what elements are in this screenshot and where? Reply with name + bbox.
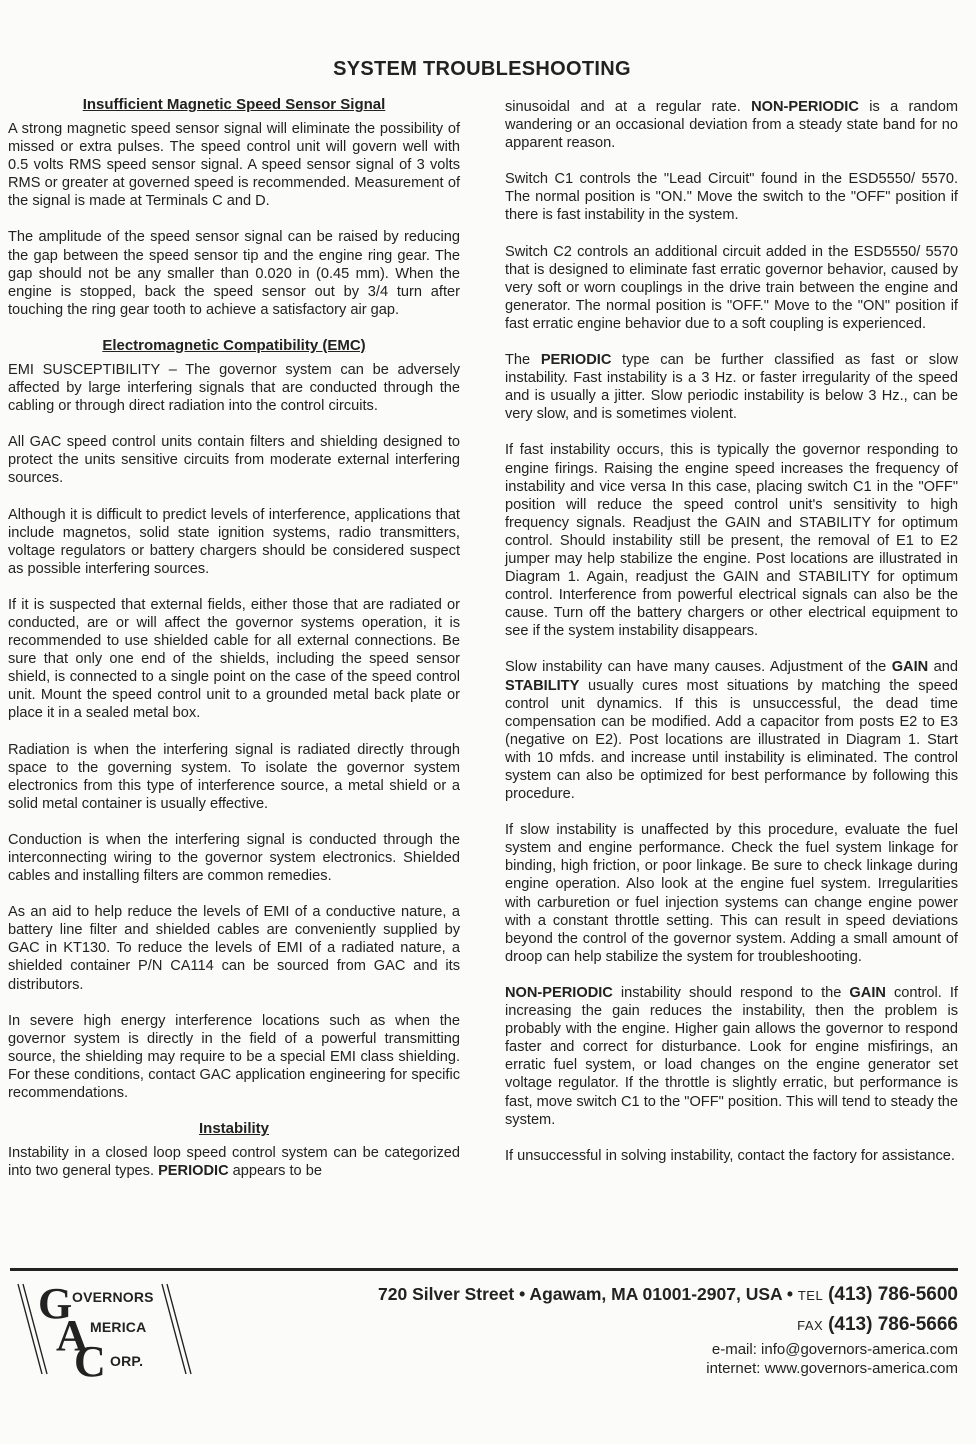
paragraph: EMI SUSCEPTIBILITY – The governor system can be adversely affected by large interfering signals that are conducted through the cabling or through direct radiation into the control circuits. [8,361,460,415]
email-line: e-mail: info@governors-america.com [711,1341,958,1358]
paragraph: All GAC speed control units contain filters and shielding designed to protect the units sensitive circuits from moderate external interfering sources. [8,434,460,487]
paragraph: A strong magnetic speed sensor signal will eliminate the possibility of missed or extra pulses. The speed control unit will govern well with 0.5 volts RMS speed sensor signal. A speed sensor signal of 3 volts RMS or greater at governed speed is recommended. Measurement of the signal is made at Terminals C and D. [8,121,460,210]
logo-word-america: MERICA [90,1319,147,1335]
website-line: internet: www.governors-america.com [706,1360,958,1377]
page-title: SYSTEM TROUBLESHOOTING [333,58,631,80]
right-column [505,98,958,1165]
paragraph: If unsuccessful in solving instability, contact the factory for assistance. [505,1147,955,1164]
address-line [378,1284,958,1306]
logo-letter-a: A [56,1311,88,1360]
paragraph: The amplitude of the speed sensor signal can be raised by reducing the gap between the speed sensor tip and the engine ring gear. The gap should not be any smaller than 0.020 in (0.45 mm). When the engine is stopped, back the speed sensor out by 3/4 turn after touching the ring gear tooth to achieve a satisfactory air gap. [8,229,460,318]
logo-letter-g: G [38,1279,73,1328]
paragraph: The PERIODIC type can be further classified as fast or slow instability. Fast instability is a 3 Hz. or faster irregularity of the speed and is usually a jitter. Slow periodic instability is below 3 Hz., can be very slow, and is sometimes violent. [505,352,958,423]
paragraph: If slow instability is unaffected by this procedure, evaluate the fuel system and engine performance. Check the fuel system linkage for binding, high friction, or poor linkage. Be sure to check linkage during engine operation. Also look at the engine fuel system. Irregularities with carburetion or fuel injection systems can change engine power with a constant throttle setting. This can result in speed deviations beyond the control of the governor system. Adding a small amount of droop can help stabilize the system for troubleshooting. [505,822,958,965]
heading-emc: Electromagnetic Compatibility (EMC) [102,336,366,354]
street-address: 720 Silver Street • Agawam, MA 01001-2907, USA • [378,1284,798,1304]
fax-line [797,1314,958,1336]
paragraph: Conduction is when the interfering signal is conducted through the interconnecting wiring to the governor system electronics. Shielded cables and installing filters are common remedies. [8,831,460,885]
footer-divider [10,1268,958,1271]
fax-number: (413) 786-5666 [828,1314,958,1335]
fax-label: FAX [797,1318,824,1333]
paragraph: In severe high energy interference locations such as when the governor system is directly in the field of a powerful transmitting source, the shielding may require to be a special EMI class shielding. For these conditions, contact GAC application engineering for specific recommendations. [8,1012,460,1102]
paragraph: If it is suspected that external fields, either those that are radiated or conducted, are or will affect the governor systems operation, it is recommended to use shielded cable for all external connections. Be sure that only one end of the shields, including the speed sensor shield, is connected to a single point on the case of the speed control unit. Mount the speed control unit to a grounded metal back plate or place it in a sealed metal box. [8,596,460,722]
paragraph: Instability in a closed loop speed control system can be categorized into two general types. PERIODIC appears to be [8,1145,460,1180]
paragraph: Switch C1 controls the "Lead Circuit" found in the ESD5550/ 5570. The normal position is "ON." Move the switch to the "OFF" position if there is fast instability in the system. [505,171,958,224]
paragraph: Slow instability can have many causes. Adjustment of the GAIN and STABILITY usually cures most situations by matching the speed control unit dynamics. If this is unsuccessful, the dead time compensation can be modified. Add a capacitor from posts E2 to E3 (negative on E2). Post locations are illustrated in Diagram 1. Start with 10 mfds. and increase until instability is eliminated. The control system can also be optimized for best performance by following this procedure. [505,659,958,803]
left-column [8,96,460,1180]
paragraph: If fast instability occurs, this is typically the governor responding to engine firings. Raising the engine speed increases the frequency of instability and vice versa In this case, placing switch C1 in the "OFF" position will reduce the speed control unit's sensitivity to high frequency signals. Readjust the GAIN and STABILITY for optimum control. Should instability still be present, the removal of E1 to E2 jumper may help stabilize the engine. Post locations are illustrated in Diagram 1. Again, readjust the GAIN and STABILITY for optimum control. Interference from powerful electrical signals can also be the cause. Turn off the battery chargers or other electrical equipment to see if the system instability disappears. [505,442,958,640]
tel-number: (413) 786-5600 [828,1284,958,1305]
paragraph: Radiation is when the interfering signal is radiated directly through space to the governing system. To isolate the governor system electronics from this type of interference source, a metal shield or a solid metal container is usually effective. [8,741,460,812]
paragraph: Switch C2 controls an additional circuit added in the ESD5550/ 5570 that is designed to eliminate fast erratic governor behavior, caused by very soft or worn couplings in the drive train between the engine and generator. The normal position is "OFF." Move to the "ON" position if fast erratic engine behavior due to a soft coupling is experienced. [505,243,958,332]
gac-logo [14,1276,194,1380]
paragraph: sinusoidal and at a regular rate. NON-PERIODIC is a random wandering or an occasional deviation from a steady state band for no apparent reason. [505,99,958,152]
heading-speed-sensor: Insufficient Magnetic Speed Sensor Signal [82,96,386,113]
logo-word-governors: OVERNORS [72,1289,154,1305]
tel-label: TEL [797,1288,824,1303]
logo-word-corp: ORP. [110,1353,144,1369]
paragraph: As an aid to help reduce the levels of EMI of a conductive nature, a battery line filter and shielded cables are conveniently supplied by GAC in KT130. To reduce the levels of EMI of a radiated nature, a shielded container P/N CA114 can be sourced from GAC and its distributors. [8,904,460,993]
heading-instability: Instability [198,1120,269,1138]
logo-letter-c: C [74,1337,106,1380]
paragraph: NON-PERIODIC instability should respond to the GAIN control. If increasing the gain reduces the instability, then the problem is probably with the engine. Higher gain allows the governor to respond faster and correct for disturbance. Look for engine misfirings, an erratic fuel system, or load changes on the engine generator set voltage regulator. If the throttle is slightly erratic, but performance is fast, move switch C1 to the "OFF" position. This will tend to steady the system. [505,984,958,1128]
paragraph: Although it is difficult to predict levels of interference, applications that include magnetos, solid state ignition systems, radio transmitters, voltage regulators or battery chargers should be considered suspect as possible interfering sources. [8,506,460,577]
